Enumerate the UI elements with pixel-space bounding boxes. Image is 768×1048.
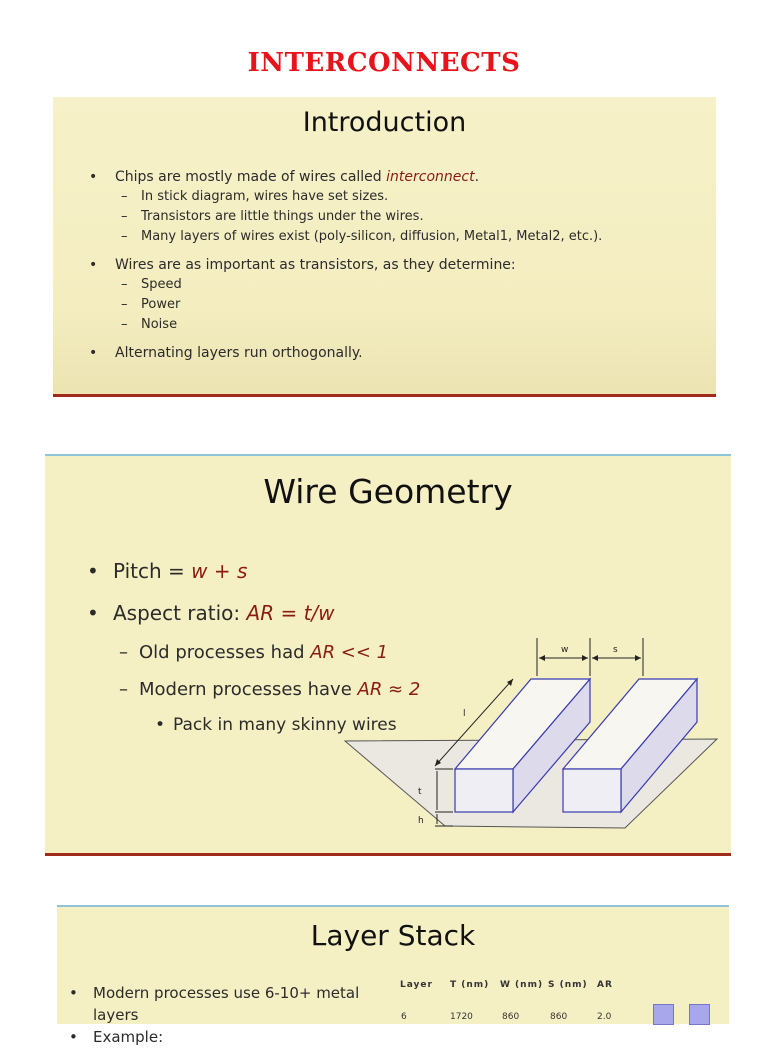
arrow-head <box>592 655 598 661</box>
slide-introduction <box>53 97 716 397</box>
bullet-list <box>69 982 399 1048</box>
sub-bullet-item: – In stick diagram, wires have set sizes. <box>89 187 709 207</box>
metal-layer-swatch <box>689 1004 710 1025</box>
l-label: l <box>463 709 466 719</box>
bullet-item <box>89 167 709 187</box>
formula-text: AR ≈ 2 <box>357 679 421 700</box>
bullet-list <box>89 167 709 363</box>
sub-bullet-item: – Speed <box>89 275 709 295</box>
arrow-head <box>582 655 588 661</box>
arrow-head <box>635 655 641 661</box>
table-header-cell: Layer <box>400 980 433 990</box>
page-title: INTERCONNECTS <box>247 48 521 78</box>
formula-text: AR = t/w <box>246 601 335 625</box>
table-header-cell: S (nm) <box>548 980 588 990</box>
metal-layer-swatch <box>653 1004 674 1025</box>
bullet-text: Chips are mostly made of wires called <box>115 169 387 185</box>
slide-layer-stack <box>57 905 729 1046</box>
formula-text: w + s <box>191 559 248 583</box>
table-cell: 6 <box>401 1012 407 1022</box>
formula-text: AR << 1 <box>310 642 389 663</box>
bullet-text: Pitch = <box>113 559 192 583</box>
bullet-item: • Example: <box>69 1026 399 1048</box>
slide-title: Wire Geometry <box>263 472 513 511</box>
slide-wire-geometry <box>45 454 731 856</box>
bullet-text: Old processes had <box>139 642 311 663</box>
bullet-item: • Alternating layers run orthogonally. <box>89 343 709 363</box>
slide-title: Introduction <box>302 107 467 138</box>
sub-bullet-item: – Transistors are little things under the wires. <box>89 207 709 227</box>
highlight-text: interconnect <box>386 169 475 185</box>
w-label: w <box>561 645 569 655</box>
slide-bottom-border <box>45 853 731 856</box>
wire-geometry-diagram <box>45 454 731 856</box>
bullet-item: • Modern processes use 6-10+ metal layers <box>69 982 399 1026</box>
bullet-text: Modern processes have <box>139 679 358 700</box>
sub-bullet-item: – Many layers of wires exist (poly-silicon, diffusion, Metal1, Metal2, etc.). <box>89 227 709 247</box>
sub-bullet-item: – Noise <box>89 315 709 335</box>
table-cell: 860 <box>502 1012 520 1022</box>
bullet-text: . <box>474 169 480 185</box>
h-label: h <box>418 816 424 826</box>
sub-sub-bullet-item: • Pack in many skinny wires <box>87 708 447 742</box>
slide-bottom-border <box>53 394 716 397</box>
t-label: t <box>418 787 422 797</box>
table-cell: 2.0 <box>597 1012 612 1022</box>
wire-1-front <box>455 769 513 812</box>
table-header-cell: T (nm) <box>450 980 490 990</box>
table-cell: 1720 <box>450 1012 473 1022</box>
bullet-item: • Wires are as important as transistors, as they determine: <box>89 255 709 275</box>
bullet-text: Aspect ratio: <box>113 601 247 625</box>
arrow-head <box>539 655 545 661</box>
s-label: s <box>613 645 618 655</box>
wire-2-front <box>563 769 621 812</box>
spacer <box>89 247 709 255</box>
table-cell: 860 <box>550 1012 568 1022</box>
slide-title: Layer Stack <box>310 919 476 952</box>
spacer <box>89 335 709 343</box>
sub-bullet-item: – Power <box>89 295 709 315</box>
table-header-cell: W (nm) <box>500 980 544 990</box>
table-header-cell: AR <box>597 980 613 990</box>
slide-top-border <box>57 905 729 907</box>
